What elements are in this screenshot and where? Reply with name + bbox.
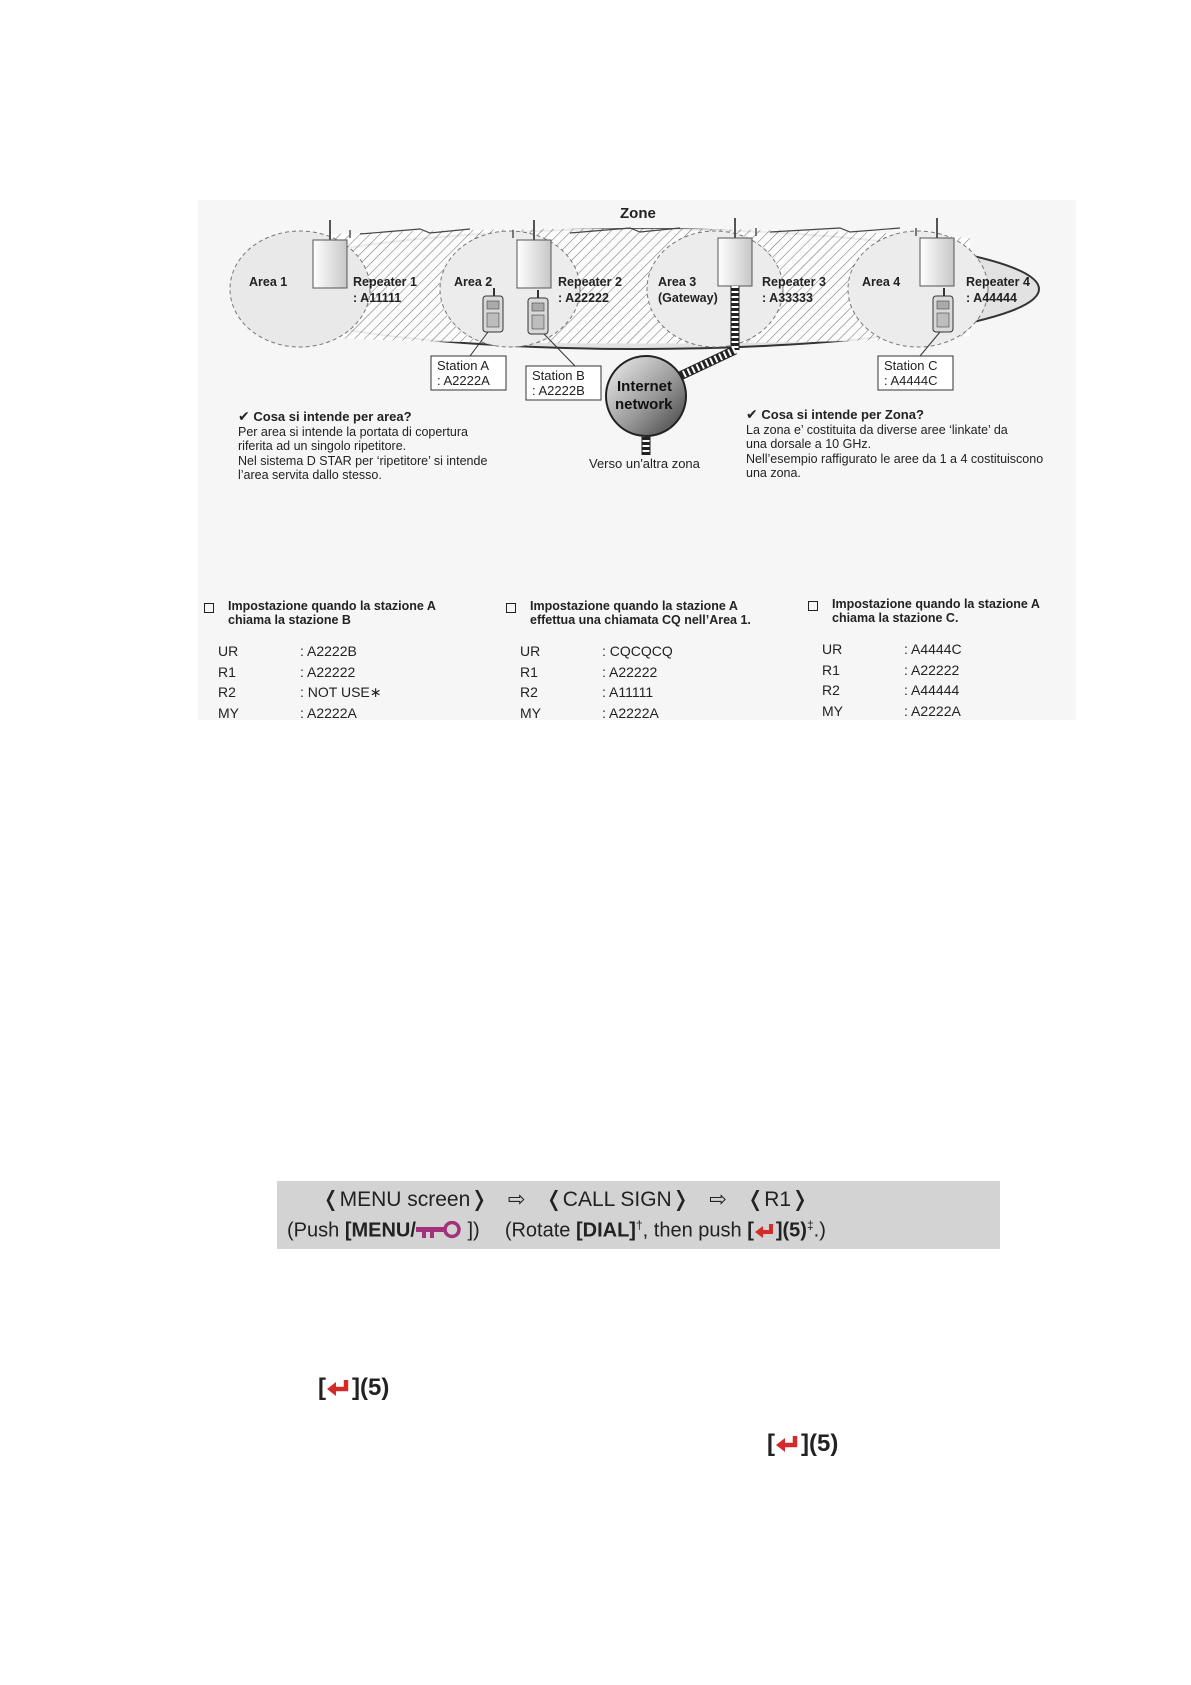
menu-path-bar <box>277 1181 1000 1249</box>
settings-title-line: Impostazione quando la stazione A <box>228 599 436 613</box>
key-icon <box>416 1221 462 1239</box>
settings-key: R2 <box>218 684 236 701</box>
enter-key-reference-1 <box>318 1374 389 1402</box>
enter-bracket-open: [ <box>318 1374 326 1401</box>
settings-row <box>822 701 962 722</box>
note-zone-title: Cosa si intende per Zona? <box>761 407 924 422</box>
enter-bracket-open: [ <box>767 1430 775 1457</box>
arrow-right-icon: ⇨ <box>507 1188 526 1211</box>
area-1-label: Area 1 <box>249 275 288 289</box>
settings-table <box>520 641 673 723</box>
repeater-2-label: Repeater 2 <box>558 275 622 289</box>
settings-value: : A22222 <box>602 663 658 680</box>
settings-row <box>218 682 381 703</box>
settings-value: : A22222 <box>300 663 356 680</box>
rotate-end: .) <box>813 1219 826 1242</box>
settings-row <box>822 660 962 681</box>
checkmark-icon: ✔ <box>238 408 250 424</box>
settings-key: UR <box>520 643 541 660</box>
settings-key: R1 <box>218 663 236 680</box>
internet-label-line1: Internet <box>617 378 673 395</box>
settings-title-line: chiama la stazione B <box>228 612 351 627</box>
checkbox-icon <box>506 603 516 613</box>
settings-title <box>808 598 1076 625</box>
double-dagger-mark: ‡ <box>806 1218 814 1232</box>
settings-table <box>822 639 962 721</box>
settings-value: : A2222A <box>602 704 659 721</box>
settings-key: R2 <box>520 684 538 701</box>
note-area-line: l’area servita dallo stesso. <box>238 468 382 482</box>
station-a-call: : A2222A <box>437 373 490 388</box>
repeater-1-call: : A11111 <box>353 291 402 305</box>
settings-row <box>520 703 673 724</box>
settings-row <box>520 662 673 683</box>
push-prefix: (Push <box>287 1219 345 1242</box>
settings-row <box>822 639 962 660</box>
settings-value: : A44444 <box>904 682 960 699</box>
repeater-4-call: : A44444 <box>966 291 1017 305</box>
settings-row <box>218 703 381 724</box>
repeater-1-label: Repeater 1 <box>353 275 417 289</box>
area-2-circle <box>440 231 580 347</box>
settings-value: : NOT USE∗ <box>300 683 382 700</box>
settings-key: MY <box>520 704 541 721</box>
note-area-title-row <box>238 409 568 425</box>
note-area-line: Per area si intende la portata di copertura <box>238 424 468 439</box>
note-zone-line: Nell’esempio raffigurato le aree da 1 a 4 costituiscono <box>746 451 1044 466</box>
rotate-mid: , then push <box>642 1219 748 1242</box>
settings-value: : CQCQCQ <box>602 643 673 660</box>
area-4-label: Area 4 <box>862 275 901 289</box>
note-area-line: Nel sistema D STAR per ‘ripetitore’ si intende <box>238 453 488 468</box>
settings-table <box>218 641 381 723</box>
settings-row <box>218 662 381 683</box>
area-3-sublabel: (Gateway) <box>658 291 718 305</box>
area-2-label: Area 2 <box>454 275 493 289</box>
menu-path-steps <box>322 1187 809 1212</box>
settings-value: : A2222A <box>300 704 357 721</box>
checkmark-icon: ✔ <box>746 407 758 422</box>
settings-row <box>520 641 673 662</box>
area-3-circle <box>647 231 783 347</box>
arrow-right-icon: ⇨ <box>709 1188 727 1211</box>
settings-value: : A22222 <box>904 661 960 678</box>
settings-key: R2 <box>822 682 840 699</box>
repeater-3-call: : A33333 <box>762 291 813 305</box>
menu-step-menu-screen: ❬MENU screen❭ <box>322 1188 488 1211</box>
settings-row <box>520 682 673 703</box>
enter-bracket-open: [ <box>747 1219 754 1242</box>
settings-row <box>218 641 381 662</box>
repeater-4-label: Repeater 4 <box>966 275 1030 289</box>
menu-step-call-sign: ❬CALL SIGN❭ <box>545 1188 690 1211</box>
settings-key: MY <box>218 704 239 721</box>
checkbox-icon <box>204 603 214 613</box>
repeater-2-call: : A22222 <box>558 291 609 305</box>
settings-title <box>506 600 796 627</box>
station-c-call: : A4444C <box>884 373 938 388</box>
menu-path-instructions <box>287 1218 826 1243</box>
push-suffix: ]) <box>461 1219 480 1242</box>
settings-key: MY <box>822 702 843 719</box>
settings-column-2 <box>506 600 796 723</box>
settings-title-line: effettua una chiamata CQ nell’Area 1. <box>530 612 751 627</box>
settings-title-line: Impostazione quando la stazione A <box>530 599 738 613</box>
note-area <box>238 409 568 483</box>
checkbox-icon <box>808 601 818 611</box>
station-b-label: Station B <box>532 368 585 383</box>
enter-bracket-close: ](5) <box>775 1219 807 1242</box>
note-zone-line: una zona. <box>746 466 801 480</box>
settings-title-line: Impostazione quando la stazione A <box>832 597 1040 611</box>
settings-column-1 <box>204 600 494 723</box>
enter-key-icon <box>754 1222 776 1240</box>
settings-title-line: chiama la stazione C. <box>832 610 959 625</box>
note-area-line: riferita ad un singolo ripetitore. <box>238 439 407 453</box>
dagger-mark: † <box>635 1218 643 1232</box>
settings-value: : A11111 <box>602 684 654 701</box>
settings-key: R1 <box>520 663 538 680</box>
enter-key-reference-2 <box>767 1430 838 1458</box>
area-4-circle <box>848 231 988 347</box>
dial-key-label: [DIAL] <box>575 1219 636 1242</box>
settings-value: : A2222A <box>904 702 961 719</box>
note-zone-line: una dorsale a 10 GHz. <box>746 437 872 451</box>
settings-value: : A4444C <box>904 641 962 658</box>
settings-key: UR <box>218 643 239 660</box>
settings-column-3 <box>808 598 1076 721</box>
settings-value: : A2222B <box>300 643 357 660</box>
enter-key-icon <box>326 1378 352 1398</box>
menu-step-r1: ❬R1❭ <box>746 1188 809 1211</box>
area-1-circle <box>230 231 370 347</box>
internet-label-line2: network <box>615 396 673 413</box>
note-zone-line: La zona e’ costituita da diverse aree ‘linkate’ da <box>746 422 1008 437</box>
note-zone <box>746 407 1076 481</box>
settings-row <box>822 680 962 701</box>
enter-bracket-close: ](5) <box>352 1374 390 1401</box>
station-a-label: Station A <box>437 358 490 373</box>
settings-key: UR <box>822 641 843 658</box>
enter-key-icon <box>775 1434 801 1454</box>
settings-key: R1 <box>822 661 840 678</box>
station-c-label: Station C <box>884 358 938 373</box>
rotate-prefix: (Rotate <box>504 1219 576 1242</box>
area-3-label: Area 3 <box>658 275 697 289</box>
other-zone-label: Verso un'altra zona <box>589 456 700 471</box>
menu-key-label: [MENU/ <box>344 1219 416 1242</box>
zone-label: Zone <box>620 205 656 222</box>
note-zone-title-row <box>746 407 1076 423</box>
settings-title <box>204 600 494 627</box>
station-b-call: : A2222B <box>532 383 585 398</box>
note-area-title: Cosa si intende per area? <box>253 409 412 424</box>
repeater-3-label: Repeater 3 <box>762 275 826 289</box>
enter-bracket-close: ](5) <box>801 1430 839 1457</box>
